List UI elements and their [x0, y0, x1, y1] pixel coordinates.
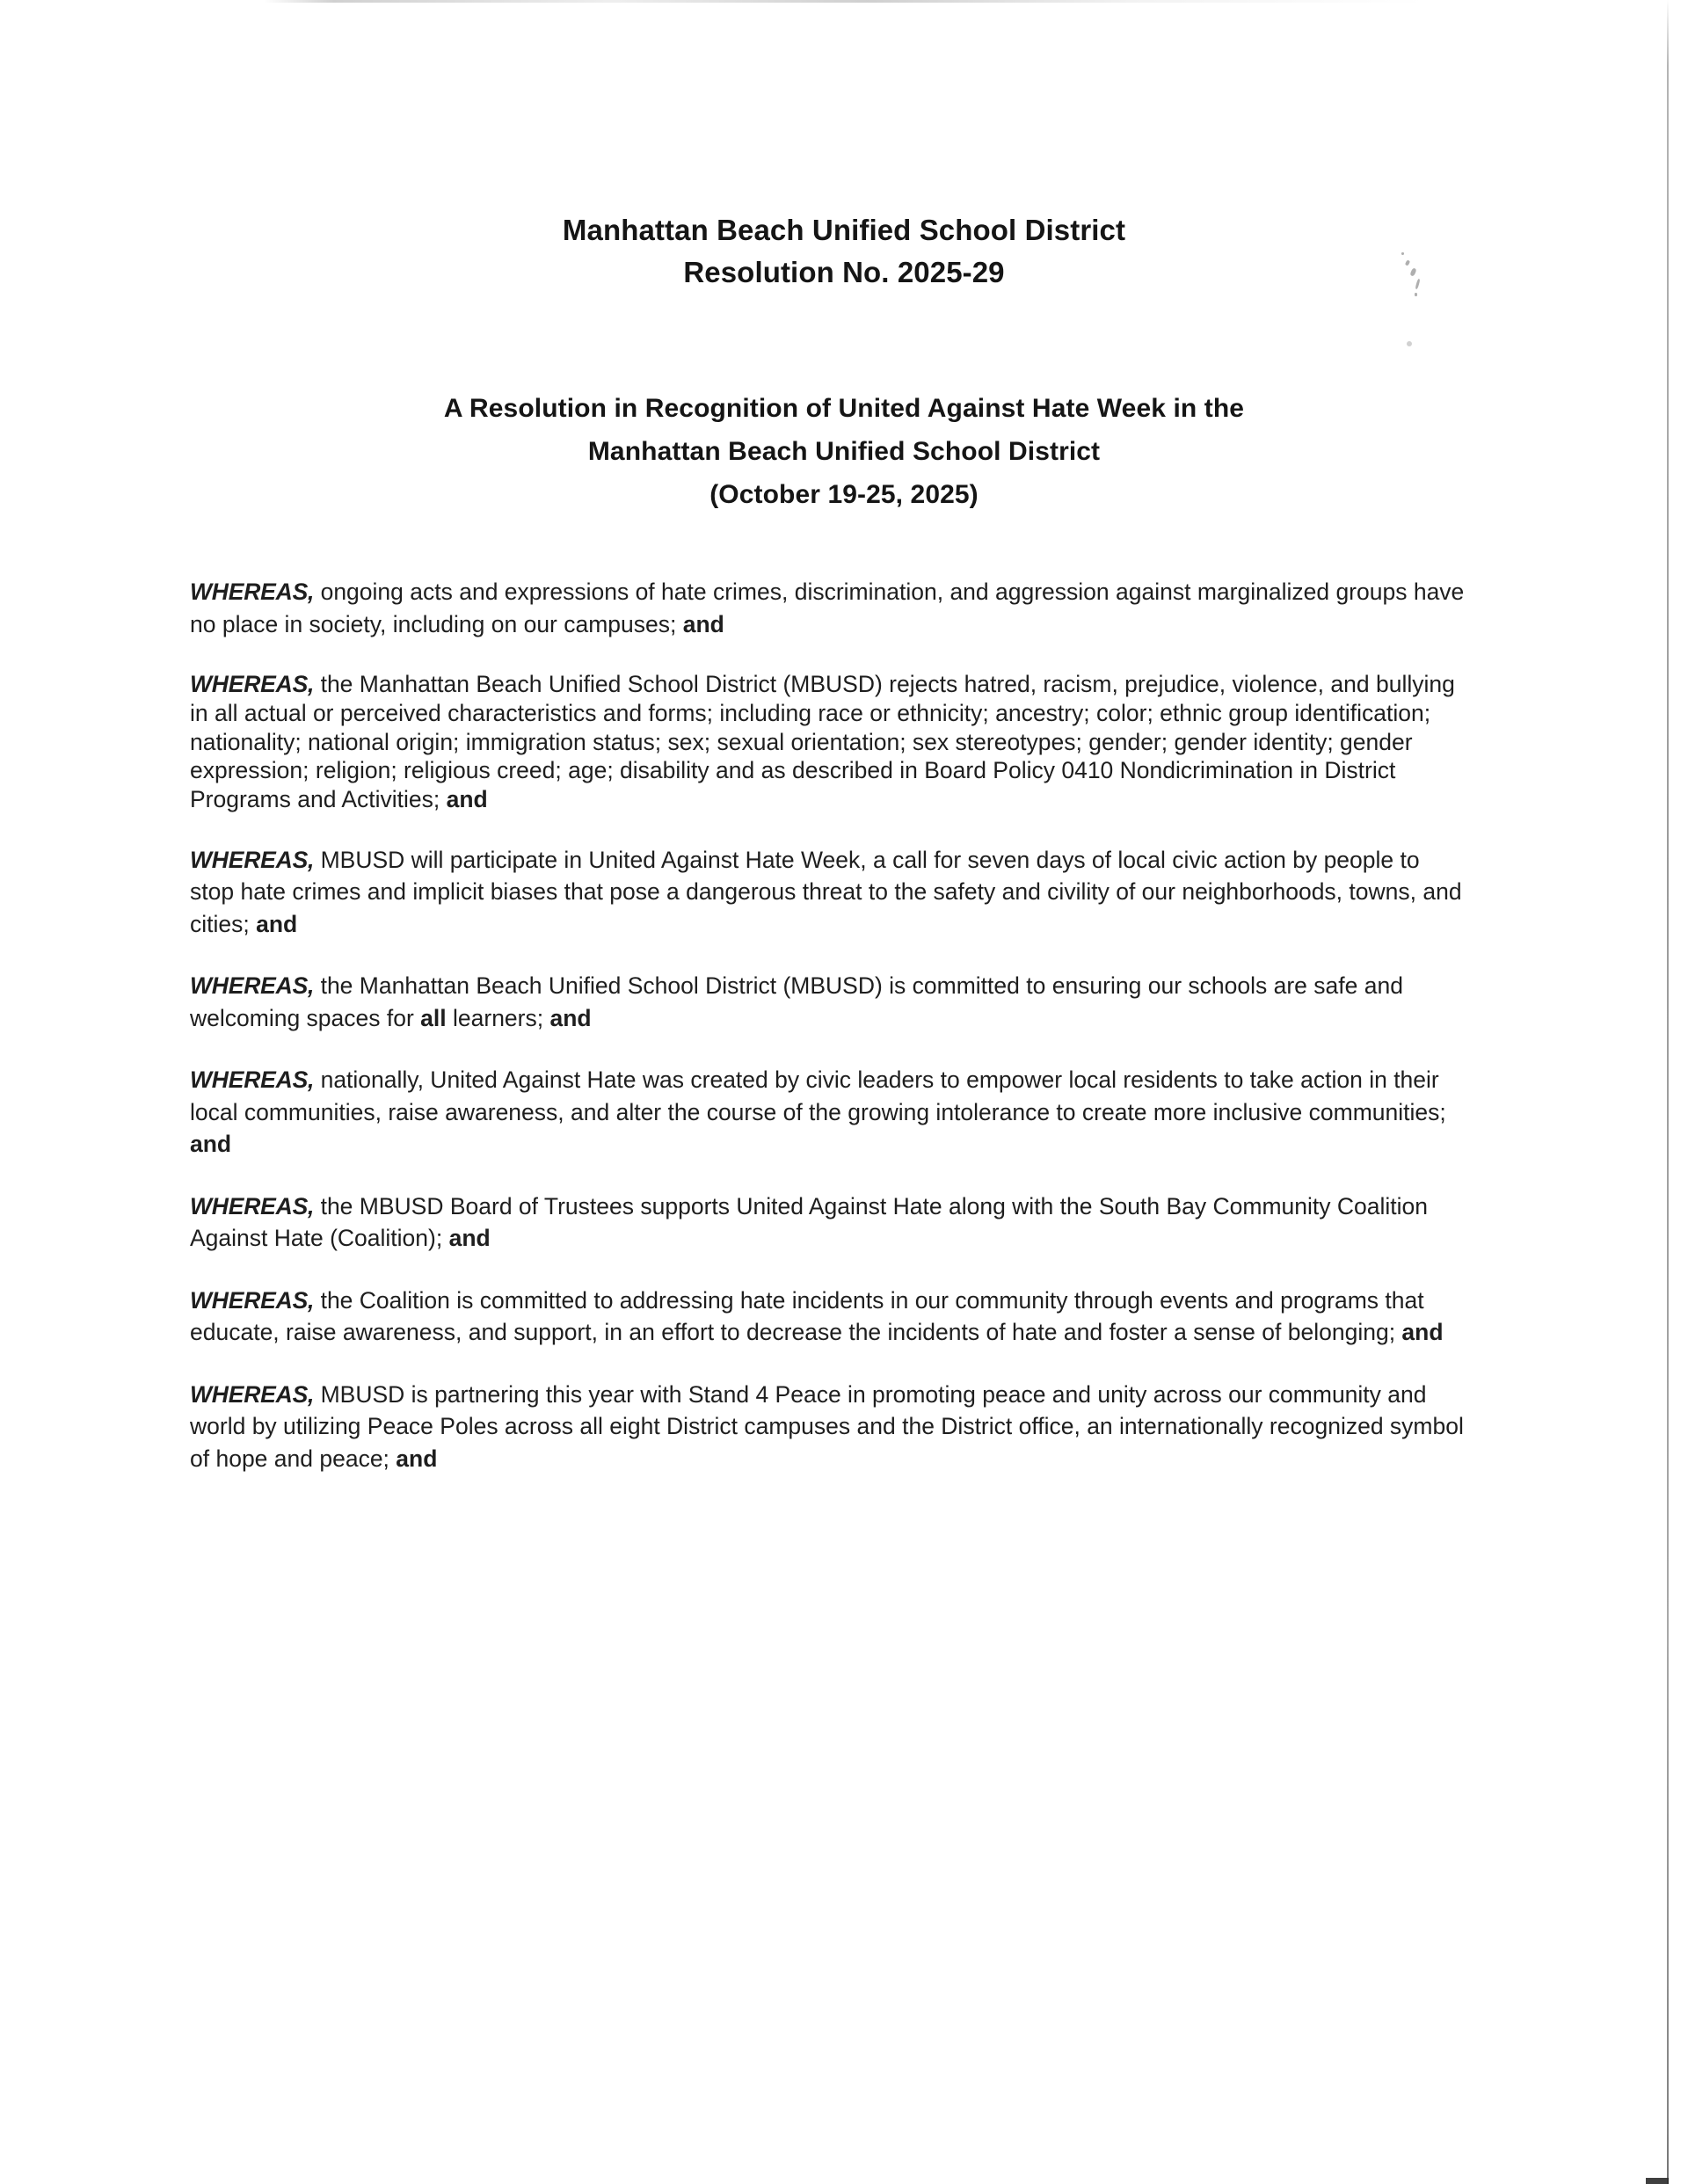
whereas-clause: [190, 1064, 1466, 1161]
clause-trailing-and: and: [448, 1225, 491, 1252]
clause-lead-word: WHEREAS,: [190, 671, 315, 697]
scan-artifact-bottom-right-corner: [1646, 2178, 1669, 2184]
clause-lead-word: WHEREAS,: [190, 1192, 315, 1219]
clause-trailing-and: and: [1401, 1319, 1444, 1346]
clause-text: the Manhattan Beach Unified School District (MBUSD) rejects hatred, racism, prejudice, violence, and bullying in all actual or perceived characteristics and forms; including race or ethnicity; ancestry; color; ethnic group identification; nationality; national origin; immigration status; sex; sexual orientation; sex stereotypes; gender; gender identity; gender expression; religion; religious creed; age; disability and as described in Board Policy 0410 Nondicrimination in District Programs and Activities;: [190, 671, 1455, 813]
whereas-clause: [190, 1190, 1466, 1255]
clause-text: ongoing acts and expressions of hate crimes, discrimination, and aggression against marginalized groups have no place in society, including on our campuses;: [190, 579, 1465, 637]
clause-lead-word: WHEREAS,: [190, 579, 315, 605]
scan-artifact-speck-secondary: [1407, 341, 1412, 346]
clause-text: the Manhattan Beach Unified School District (MBUSD) is committed to ensuring our schools are safe and welcoming spaces for: [190, 972, 1403, 1031]
clause-text: nationally, United Against Hate was created by civic leaders to empower local residents to take action in their local communities, raise awareness, and alter the course of the growing intolerance to create more inclusive communities;: [190, 1067, 1446, 1125]
whereas-clause: [190, 844, 1466, 941]
document-subtitle: [0, 387, 1688, 516]
clause-trailing-and: and: [446, 786, 488, 813]
clause-trailing-and: and: [549, 1004, 592, 1031]
clause-text: the Coalition is committed to addressing hate incidents in our community through events and programs that educate, raise awareness, and support, in an effort to decrease the incidents of hate and foster a sense of belonging;: [190, 1286, 1424, 1346]
clause-lead-word: WHEREAS,: [190, 1067, 315, 1094]
subtitle-line-district: Manhattan Beach Unified School District: [587, 437, 1101, 466]
clause-lead-word: WHEREAS,: [190, 846, 315, 873]
whereas-clause: [190, 970, 1466, 1034]
clause-text: MBUSD is partnering this year with Stand 4 Peace in promoting peace and unity across our community and world by utilizing Peace Poles across all eight District campuses and the District office, an internationally recognized symbol of hope and peace;: [190, 1380, 1464, 1472]
title-line-resolution-number: Resolution No. 2025-29: [683, 256, 1005, 288]
clause-lead-word: WHEREAS,: [190, 972, 315, 1000]
clause-emphasis-all: all: [420, 1004, 447, 1031]
clause-trailing-and: and: [190, 1131, 232, 1158]
subtitle-line-dates: (October 19-25, 2025): [709, 480, 979, 509]
clause-lead-word: WHEREAS,: [190, 1380, 315, 1408]
scan-artifact-right-edge: [1667, 0, 1669, 2184]
clause-trailing-and: and: [396, 1445, 438, 1472]
resolution-body: [190, 576, 1466, 1504]
subtitle-line-recognition: A Resolution in Recognition of United Against Hate Week in the: [443, 394, 1245, 423]
whereas-clause: [190, 576, 1466, 640]
whereas-clause: [190, 1379, 1466, 1475]
whereas-clause: [190, 1285, 1466, 1349]
scan-artifact-top-edge: [264, 0, 1424, 3]
clause-lead-word: WHEREAS,: [190, 1286, 315, 1314]
clause-trailing-and: and: [682, 610, 724, 637]
clause-text: MBUSD will participate in United Against Hate Week, a call for seven days of local civic action by people to stop hate crimes and implicit biases that pose a dangerous threat to the safety and civility of our neighborhoods, towns, and cities;: [190, 846, 1462, 937]
clause-text: the MBUSD Board of Trustees supports United Against Hate along with the South Bay Community Coalition Against Hate (Coalition);: [190, 1192, 1428, 1252]
title-line-district: Manhattan Beach Unified School District: [562, 214, 1126, 246]
clause-trailing-and: and: [256, 910, 298, 937]
document-title: [0, 209, 1688, 294]
clause-text-continued: learners;: [446, 1004, 550, 1031]
whereas-clause: [190, 670, 1466, 814]
